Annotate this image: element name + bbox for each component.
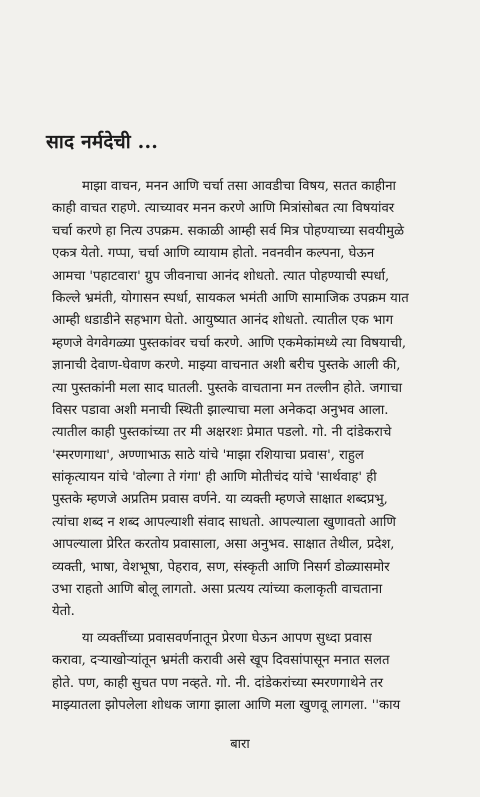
text-line: आपल्याला प्रेरित करतोय प्रवासाला, असा अनुभव. साक्षात तेथील, प्रदेश, [52,537,395,553]
text-line: आम्ही धडाडीने सहभाग घेतो. आयुष्यात आनंद शोधतो. त्यातील एक भाग [52,313,394,329]
text-line: पुस्तके म्हणजे अप्रतिम प्रवास वर्णने. या व्यक्ती म्हणजे साक्षात शब्दप्रभु, [52,492,388,508]
text-line: काही वाचत राहणे. त्याच्यावर मनन करणे आणि मित्रांसोबत त्या विषयांवर [52,201,395,217]
text-line: विसर पडावा अशी मनाची स्थिती झाल्याचा मला अनेकदा अनुभव आला. [52,402,389,418]
text-line: चर्चा करणे हा नित्य उपक्रम. सकाळी आम्ही सर्व मित्र पोहण्याच्या सवयीमुळे [52,223,405,239]
text-line: येतो. [52,604,75,620]
text-line: म्हणजे वेगवेगळ्या पुस्तकांवर चर्चा करणे. आणि एकमेकांमध्ये त्या विषयाची, [52,335,407,351]
text-line: करावा, दऱ्याखोऱ्यांतून भ्रमंती करावी असे खूप दिवसांपासून मनात सलत [52,653,390,669]
body-text [52,176,438,717]
chapter-title: साद नर्मदेची ... [46,131,159,153]
text-line: किल्ले भ्रमंती, योगासन स्पर्धा, सायकल भमंती आणि सामाजिक उपक्रम यात [52,290,409,306]
text-line: होते. पण, काही सुचत पण नव्हते. गो. नी. दांडेकरांच्या स्मरणगाथेने तर [52,675,383,691]
text-line: व्यक्ती, भाषा, वेशभूषा, पेहराव, सण, संस्कृती आणि निसर्ग डोळ्यासमोर [52,559,390,575]
text-line: सांकृत्यायन यांचे 'वोल्गा ते गंगा' ही आणि मोतीचंद यांचे 'सार्थवाह' ही [52,470,377,486]
text-line: त्या पुस्तकांनी मला साद घातली. पुस्तके वाचताना मन तल्लीन होते. जगाचा [52,380,403,396]
text-line: 'स्मरणगाथा', अण्णाभाऊ साठे यांचे 'माझा रशियाचा प्रवास', राहुल [52,447,364,463]
text-line: एकत्र येतो. गप्पा, चर्चा आणि व्यायाम होतो. नवनवीन कल्पना, घेऊन [52,246,375,262]
text-line: या व्यक्तींच्या प्रवासवर्णनातून प्रेरणा घेऊन आपण सुध्दा प्रवास [82,630,372,646]
text-line: माझ्यातला झोपलेला शोधक जागा झाला आणि मला खुणवू लागला. ''काय [52,697,401,713]
text-line: उभा राहतो आणि बोलू लागतो. असा प्रत्यय त्यांच्या कलाकृती वाचताना [52,582,383,598]
text-line: आमचा 'पहाटवारा' ग्रुप जीवनाचा आनंद शोधतो. त्यात पोहण्याची स्पर्धा, [52,268,390,284]
text-line: ज्ञानाची देवाण-घेवाण करणे. माझ्या वाचनात अशी बरीच पुस्तके आली की, [52,358,401,374]
text-line: त्यांचा शब्द न शब्द आपल्याशी संवाद साधतो. आपल्याला खुणावतो आणि [52,514,396,530]
page-number: बारा [230,737,250,752]
text-line: माझा वाचन, मनन आणि चर्चा तसा आवडीचा विषय, सतत काहीना [82,179,396,194]
text-line: त्यातील काही पुस्तकांच्या तर मी अक्षरशः प्रेमात पडलो. गो. नी दांडेकराचे [52,425,392,441]
